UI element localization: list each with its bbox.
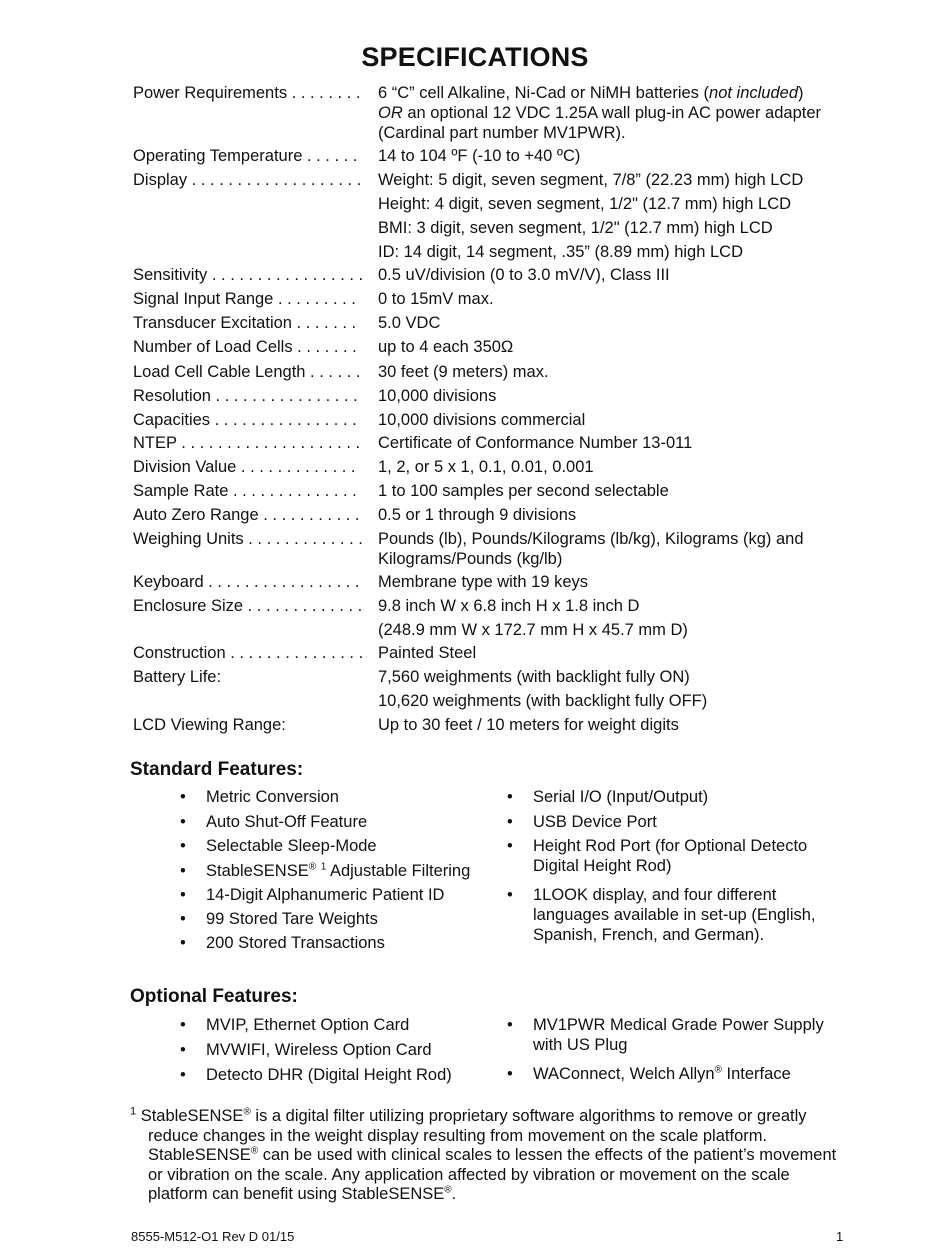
spec-label: Battery Life: — [133, 668, 222, 686]
spec-label: Weighing Units . . . . . . . . . . . . . — [133, 530, 363, 548]
bullet-icon: • — [507, 813, 513, 831]
bullet-icon: • — [180, 1016, 186, 1034]
spec-text: ID: 14 digit, 14 segment, .35” (8.89 mm) high LCD — [378, 243, 743, 261]
spec-label: Auto Zero Range . . . . . . . . . . . — [133, 506, 360, 524]
footnote-part: . — [451, 1185, 457, 1203]
page-title: SPECIFICATIONS — [361, 42, 589, 72]
footer-doc-id: 8555-M512-O1 Rev D 01/15 — [131, 1229, 295, 1244]
footnote-text — [130, 1107, 850, 1205]
bullet-icon: • — [180, 934, 186, 952]
spec-text: Pounds (lb), Pounds/Kilograms (lb/kg), Kilograms (kg) and — [378, 530, 804, 548]
spec-value: 0 to 15mV max. — [378, 290, 494, 308]
bullet-icon: • — [180, 1066, 186, 1084]
spec-label: Display . . . . . . . . . . . . . . . . . . . — [133, 171, 362, 189]
bullet-icon: • — [507, 1065, 513, 1083]
footnote-part: can be used with clinical scales to lessen the effects of the patient’s movement or vibration on the scale. Any application affected by vibration or movement on the scale platform can benefit using StableSENSE — [148, 1146, 837, 1203]
spec-value: 0.5 uV/division (0 to 3.0 mV/V), Class III — [378, 266, 670, 284]
spec-text: an optional 12 VDC 1.25A wall plug-in AC power adapter — [402, 104, 822, 122]
feature-text: 200 Stored Transactions — [206, 934, 385, 952]
bullet-icon: • — [180, 837, 186, 855]
registered-mark: ® — [444, 1184, 452, 1196]
spec-label: Load Cell Cable Length . . . . . . — [133, 363, 361, 381]
feature-text: 14-Digit Alphanumeric Patient ID — [206, 886, 445, 904]
spec-label: Capacities . . . . . . . . . . . . . . . . — [133, 411, 357, 429]
standard-features-heading: Standard Features: — [130, 759, 304, 780]
spec-value: 1 to 100 samples per second selectable — [378, 482, 669, 500]
registered-mark: ® — [308, 861, 317, 873]
feature-text-part: StableSENSE — [206, 862, 309, 880]
feature-text: Detecto DHR (Digital Height Rod) — [206, 1066, 452, 1084]
bullet-icon: • — [180, 910, 186, 928]
footer-page-number: 1 — [836, 1229, 844, 1244]
feature-text: Selectable Sleep-Mode — [206, 837, 377, 855]
spec-text: 9.8 inch W x 6.8 inch H x 1.8 inch D — [378, 597, 640, 615]
spec-value: Painted Steel — [378, 644, 477, 662]
spec-text: BMI: 3 digit, seven segment, 1/2" (12.7 mm) high LCD — [378, 219, 773, 237]
spec-value: 10,000 divisions commercial — [378, 411, 586, 429]
bullet-icon: • — [180, 862, 186, 880]
feature-text-part: Interface — [721, 1065, 791, 1083]
spec-label: Transducer Excitation . . . . . . . — [133, 314, 357, 332]
spec-value: Membrane type with 19 keys — [378, 573, 589, 591]
spec-value: 0.5 or 1 through 9 divisions — [378, 506, 577, 524]
spec-text: Weight: 5 digit, seven segment, 7/8” (22.23 mm) high LCD — [378, 171, 804, 189]
feature-text: USB Device Port — [533, 813, 657, 831]
feature-text: MVWIFI, Wireless Option Card — [206, 1041, 432, 1059]
footnote-part: StableSENSE — [136, 1107, 244, 1125]
spec-label: Resolution . . . . . . . . . . . . . . . . — [133, 387, 358, 405]
spec-label: Operating Temperature . . . . . . — [133, 147, 358, 165]
feature-text: MV1PWR Medical Grade Power Supply with US Plug — [533, 1016, 824, 1054]
spec-value: 10,000 divisions — [378, 387, 497, 405]
spec-text: 10,620 weighments (with backlight fully OFF) — [378, 692, 708, 710]
spec-value — [378, 529, 858, 569]
spec-label: Sample Rate . . . . . . . . . . . . . . — [133, 482, 357, 500]
spec-label: Power Requirements . . . . . . . . — [133, 84, 361, 102]
bullet-icon: • — [507, 886, 513, 904]
spec-text-italic: OR — [378, 104, 403, 122]
spec-label: Enclosure Size . . . . . . . . . . . . . — [133, 597, 363, 615]
registered-mark: ® — [243, 1106, 251, 1118]
spec-value: Up to 30 feet / 10 meters for weight digits — [378, 716, 679, 734]
footnote-part: is a digital filter utilizing proprietary software algorithms to remove or greatly reduce changes in the weight display resulting from movement on the scale platform. StableSENSE — [148, 1107, 807, 1164]
spec-text-italic: not included — [709, 84, 799, 102]
bullet-icon: • — [507, 837, 513, 855]
bullet-icon: • — [180, 813, 186, 831]
registered-mark: ® — [714, 1064, 722, 1076]
spec-value: 1, 2, or 5 x 1, 0.1, 0.01, 0.001 — [378, 458, 594, 476]
bullet-icon: • — [180, 1041, 186, 1059]
spec-value: Certificate of Conformance Number 13-011 — [378, 434, 693, 452]
bullet-icon: • — [507, 788, 513, 806]
spec-text: ) — [798, 84, 804, 102]
spec-value — [378, 667, 858, 715]
spec-label: LCD Viewing Range: — [133, 716, 286, 734]
feature-text: 99 Stored Tare Weights — [206, 910, 378, 928]
optional-features-heading: Optional Features: — [130, 986, 298, 1007]
bullet-icon: • — [180, 886, 186, 904]
feature-text: 1LOOK display, and four different languages available in set-up (English, Spanish, French, and German). — [533, 886, 816, 944]
footnote-ref: 1 — [320, 861, 327, 873]
spec-text: 6 “C” cell Alkaline, Ni-Cad or NiMH batteries ( — [378, 84, 710, 102]
feature-text-part: WAConnect, Welch Allyn — [533, 1065, 715, 1083]
spec-label: Sensitivity . . . . . . . . . . . . . . . . . — [133, 266, 364, 284]
footnote-marker: 1 — [130, 1105, 137, 1118]
spec-value: up to 4 each 350Ω — [378, 338, 514, 356]
registered-mark: ® — [250, 1145, 259, 1157]
spec-value — [378, 170, 858, 266]
feature-text-part: Adjustable Filtering — [326, 862, 471, 880]
spec-label: Number of Load Cells . . . . . . . — [133, 338, 357, 356]
spec-label: Construction . . . . . . . . . . . . . . . — [133, 644, 364, 662]
footnote — [130, 1107, 850, 1205]
spec-value — [378, 596, 858, 644]
spec-value: 5.0 VDC — [378, 314, 441, 332]
feature-text — [533, 1064, 833, 1084]
feature-text: MVIP, Ethernet Option Card — [206, 1016, 410, 1034]
spec-label: Division Value . . . . . . . . . . . . . — [133, 458, 356, 476]
spec-label: Signal Input Range . . . . . . . . . — [133, 290, 356, 308]
spec-text: 7,560 weighments (with backlight fully ON) — [378, 668, 690, 686]
spec-label: NTEP . . . . . . . . . . . . . . . . . . . . — [133, 434, 361, 452]
feature-text — [206, 861, 496, 881]
spec-label: Keyboard . . . . . . . . . . . . . . . . . — [133, 573, 360, 591]
spec-value: 14 to 104 ºF (-10 to +40 ºC) — [378, 147, 581, 165]
feature-text: Serial I/O (Input/Output) — [533, 788, 709, 806]
spec-value: 30 feet (9 meters) max. — [378, 363, 549, 381]
bullet-icon: • — [507, 1016, 513, 1034]
feature-text: Auto Shut-Off Feature — [206, 813, 368, 831]
bullet-icon: • — [180, 788, 186, 806]
spec-text: Height: 4 digit, seven segment, 1/2" (12.7 mm) high LCD — [378, 195, 792, 213]
spec-text: (248.9 mm W x 172.7 mm H x 45.7 mm D) — [378, 621, 688, 639]
spec-value — [378, 83, 858, 143]
feature-text: Height Rod Port (for Optional Detecto Digital Height Rod) — [533, 837, 808, 875]
spec-text: Kilograms/Pounds (kg/lb) — [378, 550, 563, 568]
feature-text: Metric Conversion — [206, 788, 339, 806]
spec-text: (Cardinal part number MV1PWR). — [378, 124, 626, 142]
